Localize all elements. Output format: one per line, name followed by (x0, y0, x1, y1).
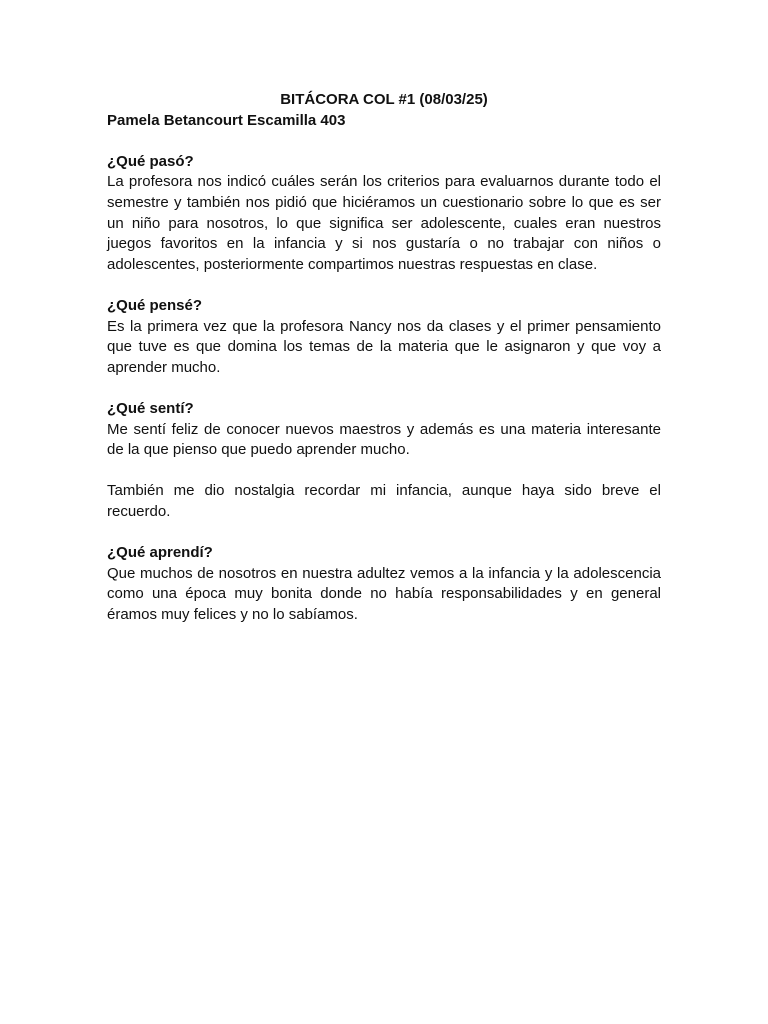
section-que-senti (107, 399, 661, 523)
section-que-aprendi (107, 543, 661, 625)
paragraph: Me sentí feliz de conocer nuevos maestros y además es una materia interesante de la que pienso que puedo aprender mucho. (107, 420, 661, 459)
section-heading: ¿Qué aprendí? (107, 544, 213, 562)
section-que-paso (107, 152, 661, 276)
section-heading: ¿Qué pasó? (107, 152, 194, 170)
section-heading: ¿Qué pensé? (107, 296, 203, 314)
paragraph: La profesora nos indicó cuáles serán los criterios para evaluarnos durante todo el semestre y también nos pidió que hiciéramos un cuestionario sobre lo que es ser un niño para nosotros, lo que significa ser adolescente, cuales eran nuestros juegos favoritos en la infancia y si nos gustaría o no trabajar con niños o adolescentes, posteriormente compartimos nuestras respuestas en clase. (107, 173, 661, 273)
section-que-pense (107, 296, 661, 378)
document-page (107, 90, 661, 625)
paragraph: También me dio nostalgia recordar mi infancia, aunque haya sido breve el recuerdo. (107, 482, 661, 520)
paragraph: Que muchos de nosotros en nuestra adultez vemos a la infancia y la adolescencia como una época muy bonita donde no había responsabilidades y en general éramos muy felices y no lo sabíamos. (107, 564, 661, 623)
paragraph: Es la primera vez que la profesora Nancy nos da clases y el primer pensamiento que tuve es que domina los temas de la materia que le asignaron y que voy a aprender mucho. (107, 317, 661, 376)
author-line: Pamela Betancourt Escamilla 403 (107, 111, 346, 129)
document-title: BITÁCORA COL #1 (08/03/25) (280, 91, 488, 108)
section-heading: ¿Qué sentí? (107, 399, 194, 417)
